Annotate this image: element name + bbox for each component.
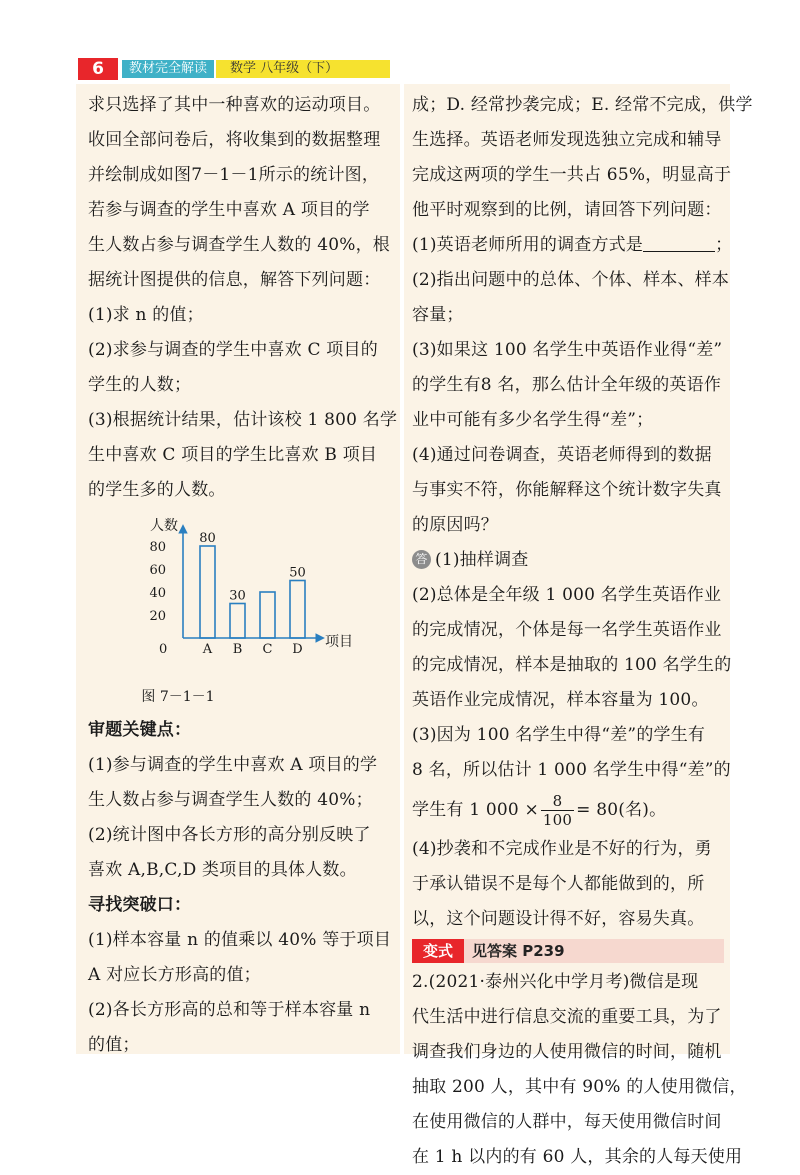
question-2: (2)指出问题中的总体、个体、样本、样本	[412, 270, 730, 290]
text-line: 据统计图提供的信息，解答下列问题：	[88, 270, 381, 290]
answer-1	[412, 543, 724, 578]
book-title: 教材完全解读	[122, 60, 214, 78]
analysis-line: (1)参与调查的学生中喜欢 A 项目的学	[88, 755, 378, 775]
text-line: 在 1 h 以内的有 60 人，其余的人每天使用	[412, 1147, 743, 1167]
x-tick-label: C	[262, 642, 273, 657]
answer-line: 以，这个问题设计得不好，容易失真。	[412, 909, 705, 929]
text-line: 他平时观察到的比例，请回答下列问题：	[412, 200, 722, 220]
y-tick-label: 40	[149, 586, 166, 601]
answer-line: (3)因为 100 名学生中得“差”的学生有	[412, 725, 706, 745]
answer-line: 8 名，所以估计 1 000 名学生中得“差”的	[412, 760, 731, 780]
analysis-title: 审题关键点：	[88, 720, 192, 740]
variant-tag: 变式	[412, 939, 464, 963]
analysis-line: 生人数占参与调查学生人数的 40%；	[88, 790, 373, 810]
text-line: 的学生有8 名，那么估计全年级的英语作	[412, 375, 722, 395]
breakthrough-title: 寻找突破口：	[88, 895, 192, 915]
text-line: 完成这两项的学生一共占 65%，明显高于	[412, 165, 732, 185]
y-tick-label: 60	[149, 563, 166, 578]
x-tick-label: B	[232, 642, 243, 657]
data-label: 50	[289, 565, 306, 581]
breakthrough-line: A 对应长方形高的值；	[88, 965, 261, 985]
bar-chart-svg	[88, 508, 388, 678]
question-1	[412, 228, 733, 263]
left-column	[76, 84, 400, 1054]
y-tick-label: 80	[149, 540, 166, 555]
answer-line: (2)总体是全年级 1 000 名学生英语作业	[412, 585, 722, 605]
text-line: 生选择。英语老师发现选独立完成和辅导	[412, 130, 722, 150]
breakthrough-line: (1)样本容量 n 的值乘以 40% 等于项目	[88, 930, 392, 950]
text-line: 业中可能有多少名学生得“差”；	[412, 410, 654, 430]
x-tick-label: A	[202, 642, 213, 657]
question-1-end: ；	[715, 235, 733, 255]
fraction	[541, 792, 574, 829]
answer-line: 于承认错误不是每个人都能做到的，所	[412, 874, 705, 894]
question-3: (3)根据统计结果，估计该校 1 800 名学	[88, 410, 398, 430]
formula-suffix: = 80(名)。	[576, 800, 667, 820]
bar-c	[260, 592, 275, 638]
fraction-denominator: 100	[542, 811, 573, 829]
question-2: (2)求参与调查的学生中喜欢 C 项目的	[88, 340, 378, 360]
chart-caption: 图 7－1－1	[141, 689, 215, 705]
question-1-text: (1)英语老师所用的调查方式是	[412, 235, 644, 255]
page-header	[78, 58, 390, 80]
bar-d	[290, 581, 305, 639]
text-line: 生人数占参与调查学生人数的 40%，根	[88, 235, 390, 255]
bar-a	[200, 546, 215, 638]
x-tick-label: D	[292, 642, 303, 657]
x-axis-label: 项目	[325, 634, 353, 650]
breakthrough-line: 的值；	[88, 1035, 140, 1055]
text-line: 生中喜欢 C 项目的学生比喜欢 B 项目	[88, 445, 378, 465]
subject-label: 数学 八年级（下）	[216, 60, 390, 78]
answer-badge-icon: 答	[412, 550, 431, 569]
text-line: 抽取 200 人，其中有 90% 的人使用微信，	[412, 1077, 747, 1097]
variant-text: 见答案 P239	[472, 942, 565, 960]
bar-chart	[88, 508, 388, 713]
text-line: 的原因吗？	[412, 515, 498, 535]
breakthrough-line: (2)各长方形高的总和等于样本容量 n	[88, 1000, 371, 1020]
question-3: (3)如果这 100 名学生中英语作业得“差”	[412, 340, 723, 360]
answer-line: 的完成情况，样本是抽取的 100 名学生的	[412, 655, 732, 675]
formula-prefix: 学生有 1 000 ×	[412, 800, 539, 820]
data-label: 80	[199, 531, 216, 546]
text-line: 学生的人数；	[88, 375, 192, 395]
text-line: 代生活中进行信息交流的重要工具，为了	[412, 1007, 722, 1027]
analysis-line: (2)统计图中各长方形的高分别反映了	[88, 825, 371, 845]
right-column	[404, 84, 753, 1167]
answer-blank	[643, 233, 715, 252]
answer-line: 的完成情况，个体是每一名学生英语作业	[412, 620, 722, 640]
variant-bar	[412, 939, 724, 963]
text-line: 调查我们身边的人使用微信的时间，随机	[412, 1042, 722, 1062]
text-line: 成；D. 经常抄袭完成；E. 经常不完成，供学	[412, 95, 753, 115]
answer-formula	[412, 788, 724, 832]
y-axis-label: 人数	[150, 518, 178, 534]
y-tick-label: 20	[149, 609, 166, 624]
question-2-title: 2.(2021·泰州兴化中学月考)微信是现	[412, 972, 699, 992]
text-line: 收回全部问卷后，将收集到的数据整理	[88, 130, 381, 150]
question-4: (4)通过问卷调查，英语老师得到的数据	[412, 445, 712, 465]
fraction-numerator: 8	[541, 792, 574, 811]
origin-label: 0	[159, 642, 168, 657]
text-line: 并绘制成如图7－1－1所示的统计图，	[88, 165, 380, 185]
text-line: 与事实不符，你能解释这个统计数字失真	[412, 480, 722, 500]
data-label: 30	[229, 588, 246, 604]
text-line: 求只选择了其中一种喜欢的运动项目。	[88, 95, 381, 115]
answer-line: 英语作业完成情况，样本容量为 100。	[412, 690, 709, 710]
text-line: 若参与调查的学生中喜欢 A 项目的学	[88, 200, 370, 220]
text-line: 在使用微信的人群中，每天使用微信时间	[412, 1112, 722, 1132]
analysis-line: 喜欢 A,B,C,D 类项目的具体人数。	[88, 860, 357, 880]
page-number: 6	[78, 58, 118, 80]
answer-line: (4)抄袭和不完成作业是不好的行为，勇	[412, 839, 712, 859]
question-1: (1)求 n 的值；	[88, 305, 204, 325]
text-line: 容量；	[412, 305, 464, 325]
bar-b	[230, 604, 245, 639]
text-line: 的学生多的人数。	[88, 480, 226, 500]
answer-1-text: (1)抽样调查	[435, 550, 529, 570]
